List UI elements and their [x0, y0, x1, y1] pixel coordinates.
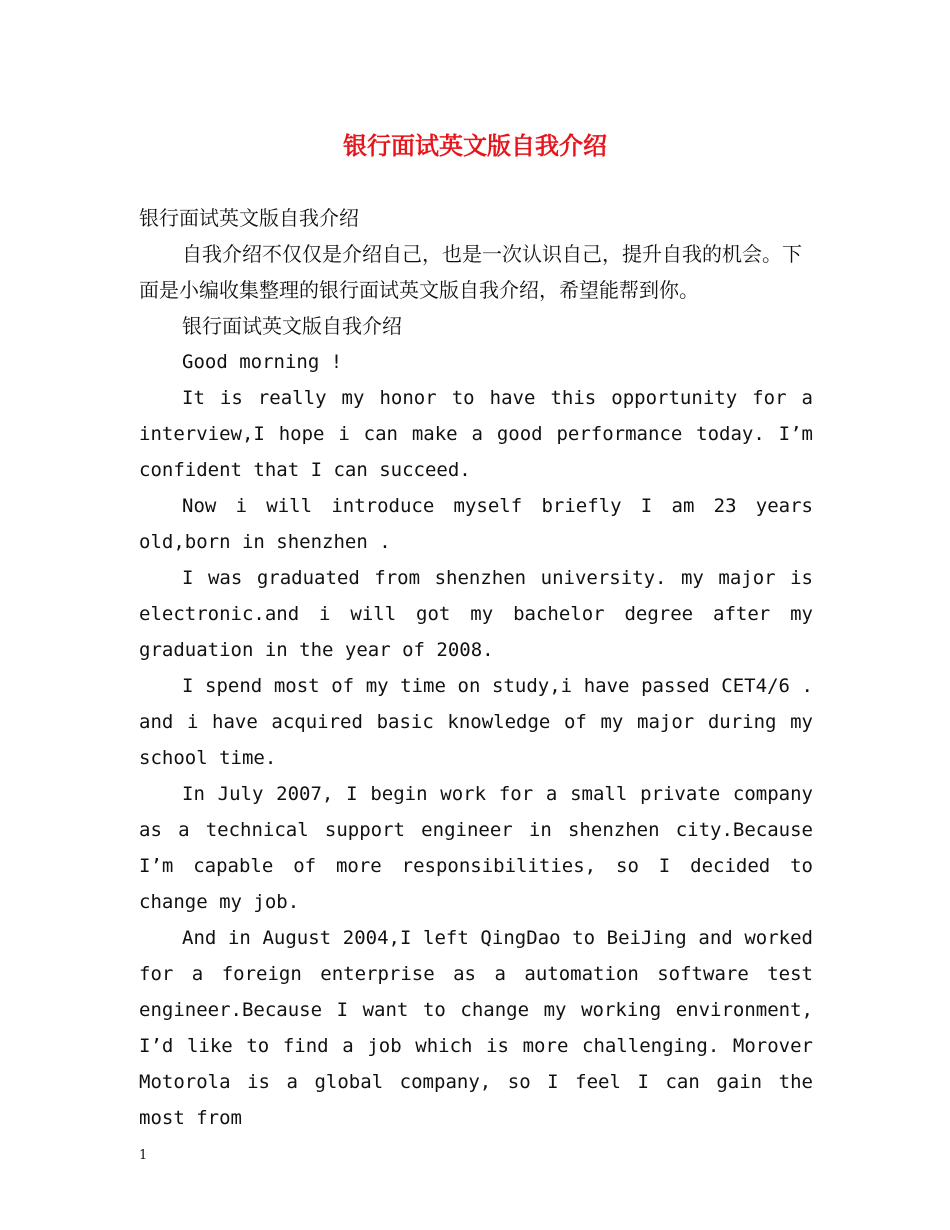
paragraph-introduce: Now i will introduce myself briefly I am 23 years old,born in shenzhen . [139, 495, 813, 553]
paragraph-work-2007: In July 2007, I begin work for a small private company as a technical support engineer in shenzhen city.Because I’m capable of more responsibilities, so I decided to change my job. [139, 783, 813, 913]
paragraph-work-2004: And in August 2004,I left QingDao to BeiJing and worked for a foreign enterprise as a automation software test engineer.Because I want to change my working environment, I’d like to find a job which is more challenging. Morover Motorola is a global company, so I feel I can gain the most from [139, 927, 813, 1129]
page-number: 1 [139, 1148, 148, 1163]
paragraph-subheading: 银行面试英文版自我介绍 [182, 314, 402, 338]
document-title: 银行面试英文版自我介绍 [343, 131, 607, 160]
paragraph-education: I was graduated from shenzhen university. my major is electronic.and i will got my bachelor degree after my graduation in the year of 2008. [139, 567, 813, 661]
paragraph-heading: 银行面试英文版自我介绍 [139, 206, 359, 230]
document-body [139, 200, 813, 1136]
paragraph-study: I spend most of my time on study,i have passed CET4/6 . and i have acquired basic knowledge of my major during my school time. [139, 675, 813, 769]
paragraph-intro: 自我介绍不仅仅是介绍自己，也是一次认识自己，提升自我的机会。下面是小编收集整理的银行面试英文版自我介绍，希望能帮到你。 [139, 242, 802, 302]
paragraph-greeting: Good morning ! [182, 351, 343, 373]
paragraph-honor: It is really my honor to have this opportunity for a interview,I hope i can make a good performance today. I’m confident that I can succeed. [139, 387, 813, 481]
